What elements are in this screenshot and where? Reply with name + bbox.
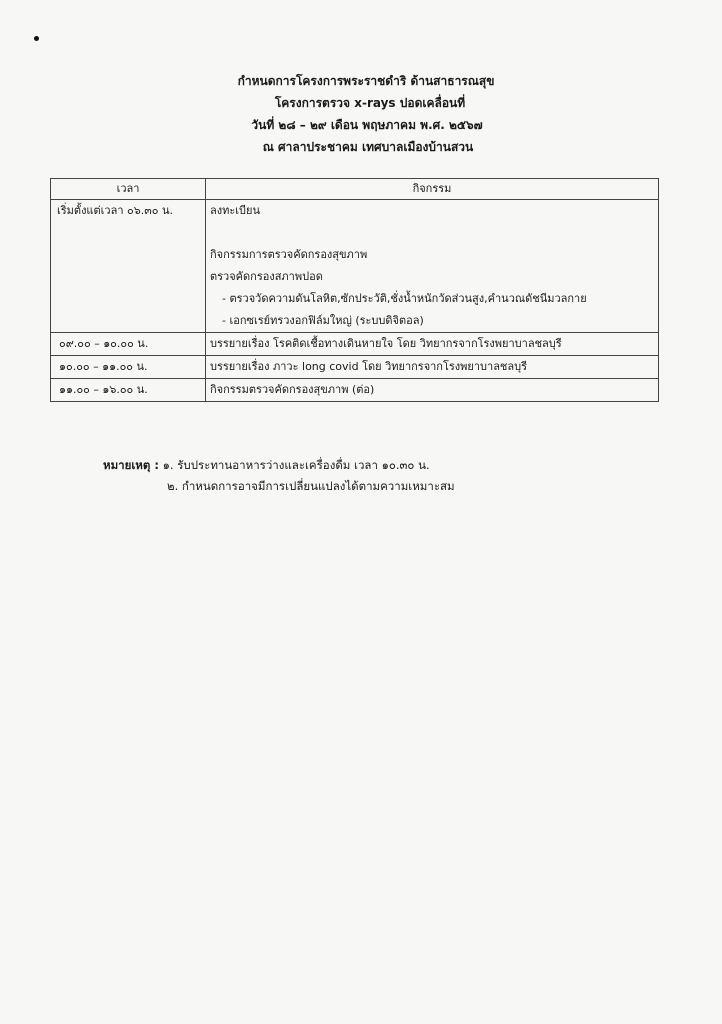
- header-project: โครงการตรวจ x-rays ปอดเคลื่อนที่: [274, 96, 466, 110]
- activity-cell: บรรยายเรื่อง โรคติดเชื้อทางเดินหายใจ โดย วิทยากรจากโรงพยาบาลชลบุรี: [206, 333, 659, 356]
- time-cell: ๑๑.๐๐ – ๑๖.๐๐ น.: [51, 379, 206, 402]
- table-row: [51, 200, 659, 333]
- activity-cell: บรรยายเรื่อง ภาวะ long covid โดย วิทยากรจากโรงพยาบาลชลบุรี: [206, 356, 659, 379]
- header-date: วันที่ ๒๘ – ๒๙ เดือน พฤษภาคม พ.ศ. ๒๕๖๗: [251, 118, 483, 132]
- activity-subitem: - ตรวจวัดความดันโลหิต,ซักประวัติ,ชั่งน้ำหนักวัดส่วนสูง,คำนวณดัชนีมวลกาย: [222, 292, 587, 305]
- activity-subitem: - เอกซเรย์ทรวงอกฟิล์มใหญ่ (ระบบดิจิตอล): [222, 314, 424, 327]
- notes-section: [103, 455, 455, 497]
- activity-cell: กิจกรรมตรวจคัดกรองสุขภาพ (ต่อ): [206, 379, 659, 402]
- activity-cell: [206, 200, 659, 333]
- activity-line: ลงทะเบียน: [210, 204, 260, 217]
- note-item: ๒. กำหนดการอาจมีการเปลี่ยนแปลงได้ตามความเหมาะสม: [167, 479, 455, 493]
- time-cell: เริ่มตั้งแต่เวลา ๐๖.๓๐ น.: [51, 200, 206, 333]
- notes-label: หมายเหตุ :: [103, 458, 159, 472]
- activity-line: กิจกรรมการตรวจคัดกรองสุขภาพ: [210, 248, 368, 261]
- column-header-time: เวลา: [51, 179, 206, 200]
- time-cell: ๑๐.๐๐ – ๑๑.๐๐ น.: [51, 356, 206, 379]
- table-row: [51, 356, 659, 379]
- bullet-dot: [34, 36, 39, 41]
- document-header: [0, 70, 722, 158]
- header-title: กำหนดการโครงการพระราชดำริ ด้านสาธารณสุข: [237, 74, 495, 88]
- activity-line: ตรวจคัดกรองสภาพปอด: [210, 270, 323, 283]
- table-row: [51, 379, 659, 402]
- table-header-row: [51, 179, 659, 200]
- note-item: ๑. รับประทานอาหารว่างและเครื่องดื่ม เวลา ๑๐.๓๐ น.: [162, 458, 430, 472]
- column-header-activity: กิจกรรม: [206, 179, 659, 200]
- time-cell: ๐๙.๐๐ – ๑๐.๐๐ น.: [51, 333, 206, 356]
- schedule-table: [50, 178, 659, 402]
- header-venue: ณ ศาลาประชาคม เทศบาลเมืองบ้านสวน: [262, 140, 474, 154]
- table-row: [51, 333, 659, 356]
